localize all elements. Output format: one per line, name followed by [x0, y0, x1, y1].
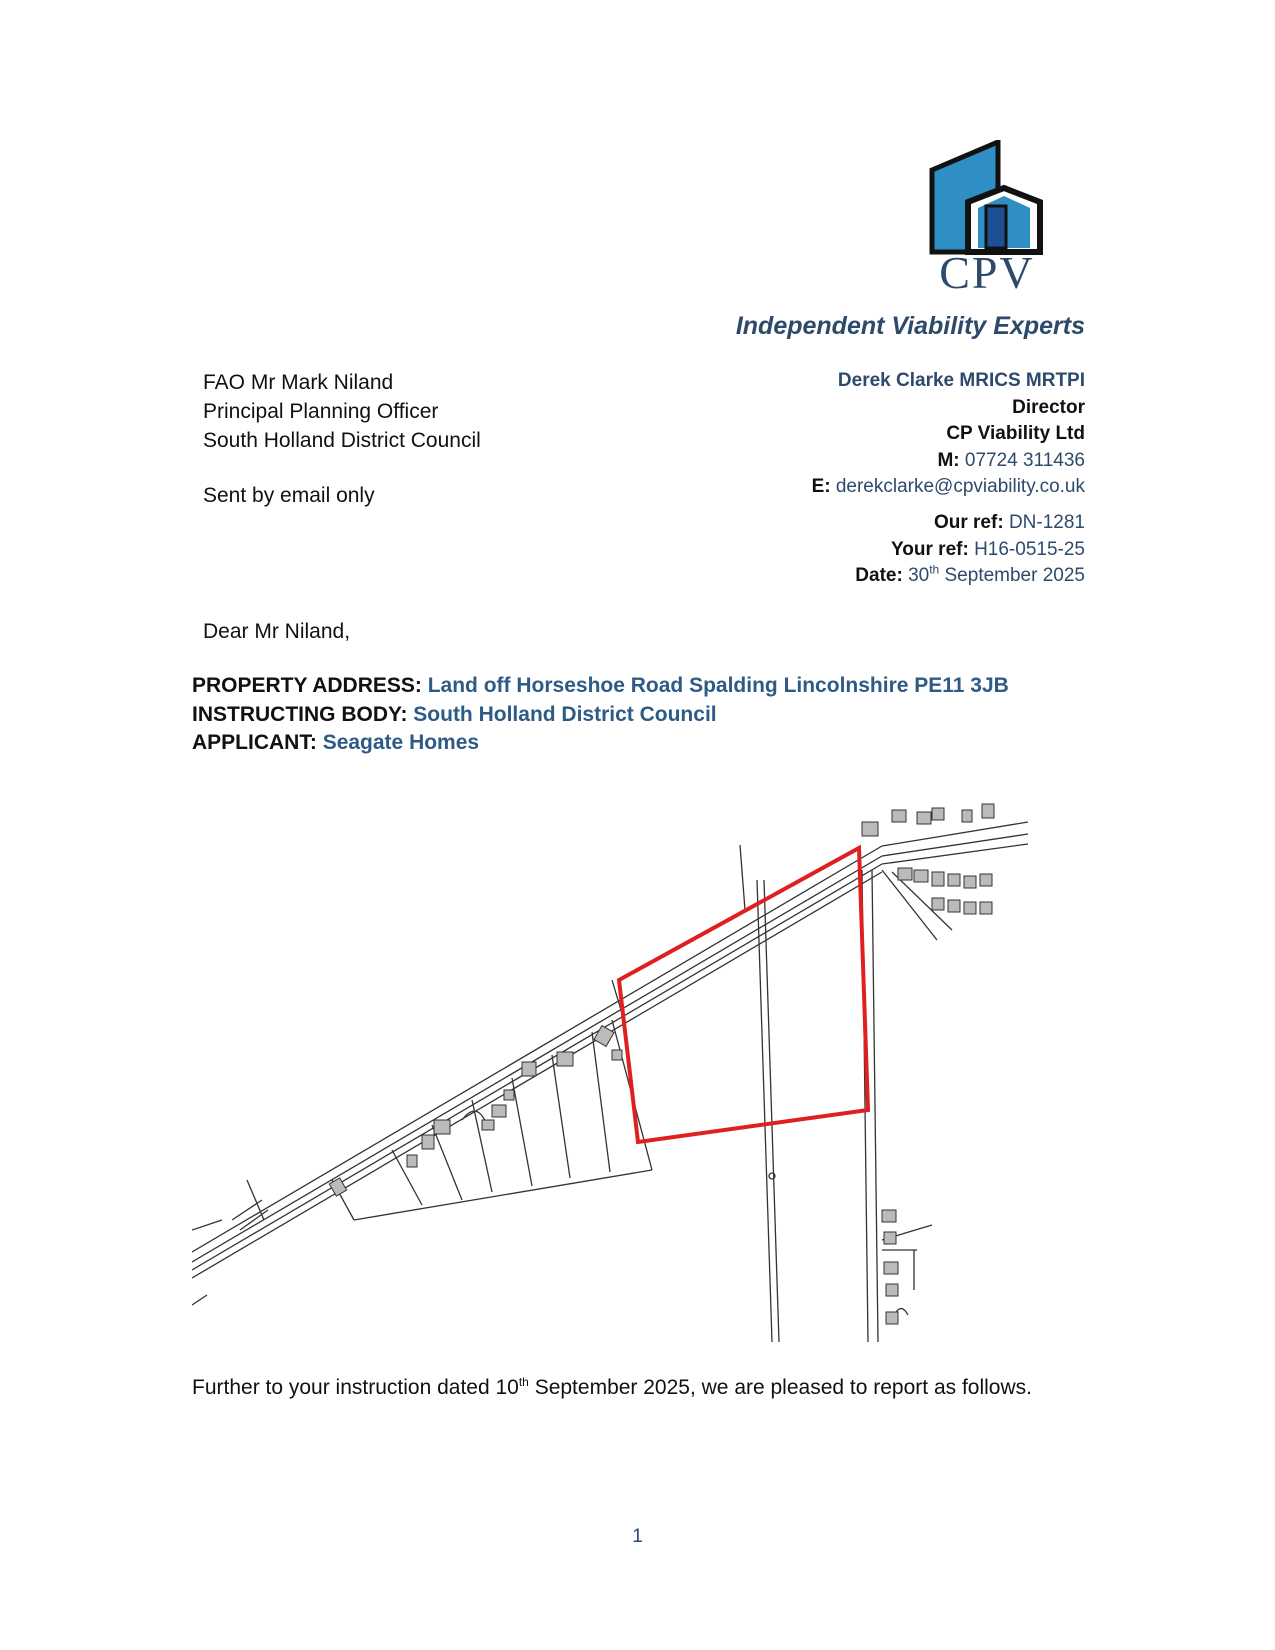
intro-text-2: September 2025, we are pleased to report as follows.: [528, 1376, 1032, 1399]
our-ref-row: [855, 510, 1085, 537]
your-ref-value: H16-0515-25: [974, 538, 1085, 560]
property-row: [192, 672, 1009, 701]
delivery-note: Sent by email only: [203, 484, 375, 507]
tagline: Independent Viability Experts: [735, 312, 1085, 340]
sender-mobile-row: [812, 448, 1085, 475]
property-value: Land off Horseshoe Road Spalding Lincolnshire PE11 3JB: [427, 674, 1009, 697]
our-ref-value: DN-1281: [1008, 512, 1085, 533]
instructing-label: INSTRUCTING BODY:: [192, 702, 408, 726]
date-suffix: th: [929, 562, 940, 577]
mobile-label: M:: [937, 449, 960, 471]
email-link[interactable]: derekclarke@cpviability.co.uk: [835, 476, 1085, 497]
date-row: [855, 563, 1085, 590]
recipient-line-1: FAO Mr Mark Niland: [203, 371, 394, 394]
applicant-value: Seagate Homes: [322, 731, 480, 754]
recipient-line-3: South Holland District Council: [203, 429, 481, 452]
email-label: E:: [811, 476, 831, 497]
cpv-logo-text: CPV: [939, 247, 1035, 298]
site-location-map: [192, 800, 1028, 1342]
your-ref-row: [855, 537, 1085, 564]
intro-suffix: th: [518, 1375, 529, 1389]
salutation: Dear Mr Niland,: [203, 620, 351, 643]
mobile-number: 07724 311436: [964, 449, 1085, 471]
intro-text-1: Further to your instruction dated 10: [192, 1376, 519, 1399]
sender-email-row: [812, 474, 1085, 501]
applicant-row: [192, 729, 1009, 758]
property-details: [192, 672, 1009, 758]
date-rest: September 2025: [939, 565, 1085, 586]
sender-name: Derek Clarke MRICS MRTPI: [837, 370, 1085, 391]
date-value: [908, 562, 1085, 586]
our-ref-label: Our ref:: [933, 512, 1004, 533]
cpv-logo: [928, 140, 1046, 300]
your-ref-label: Your ref:: [891, 538, 969, 560]
sender-block: [812, 368, 1085, 501]
applicant-label: APPLICANT:: [192, 731, 317, 754]
sender-title: Director: [1012, 396, 1085, 418]
date-day: 30: [908, 565, 930, 586]
property-label: PROPERTY ADDRESS:: [192, 674, 422, 697]
instructing-value: South Holland District Council: [413, 702, 717, 726]
reference-block: [855, 510, 1085, 590]
recipient-line-2: Principal Planning Officer: [203, 400, 439, 423]
page-number: 1: [632, 1526, 643, 1547]
site-plan-drawing: [192, 800, 1028, 1342]
recipient-address: [203, 368, 481, 455]
sender-company: CP Viability Ltd: [946, 423, 1085, 444]
instructing-row: [192, 701, 1009, 730]
intro-paragraph: [192, 1376, 1032, 1400]
date-label: Date:: [855, 565, 903, 586]
